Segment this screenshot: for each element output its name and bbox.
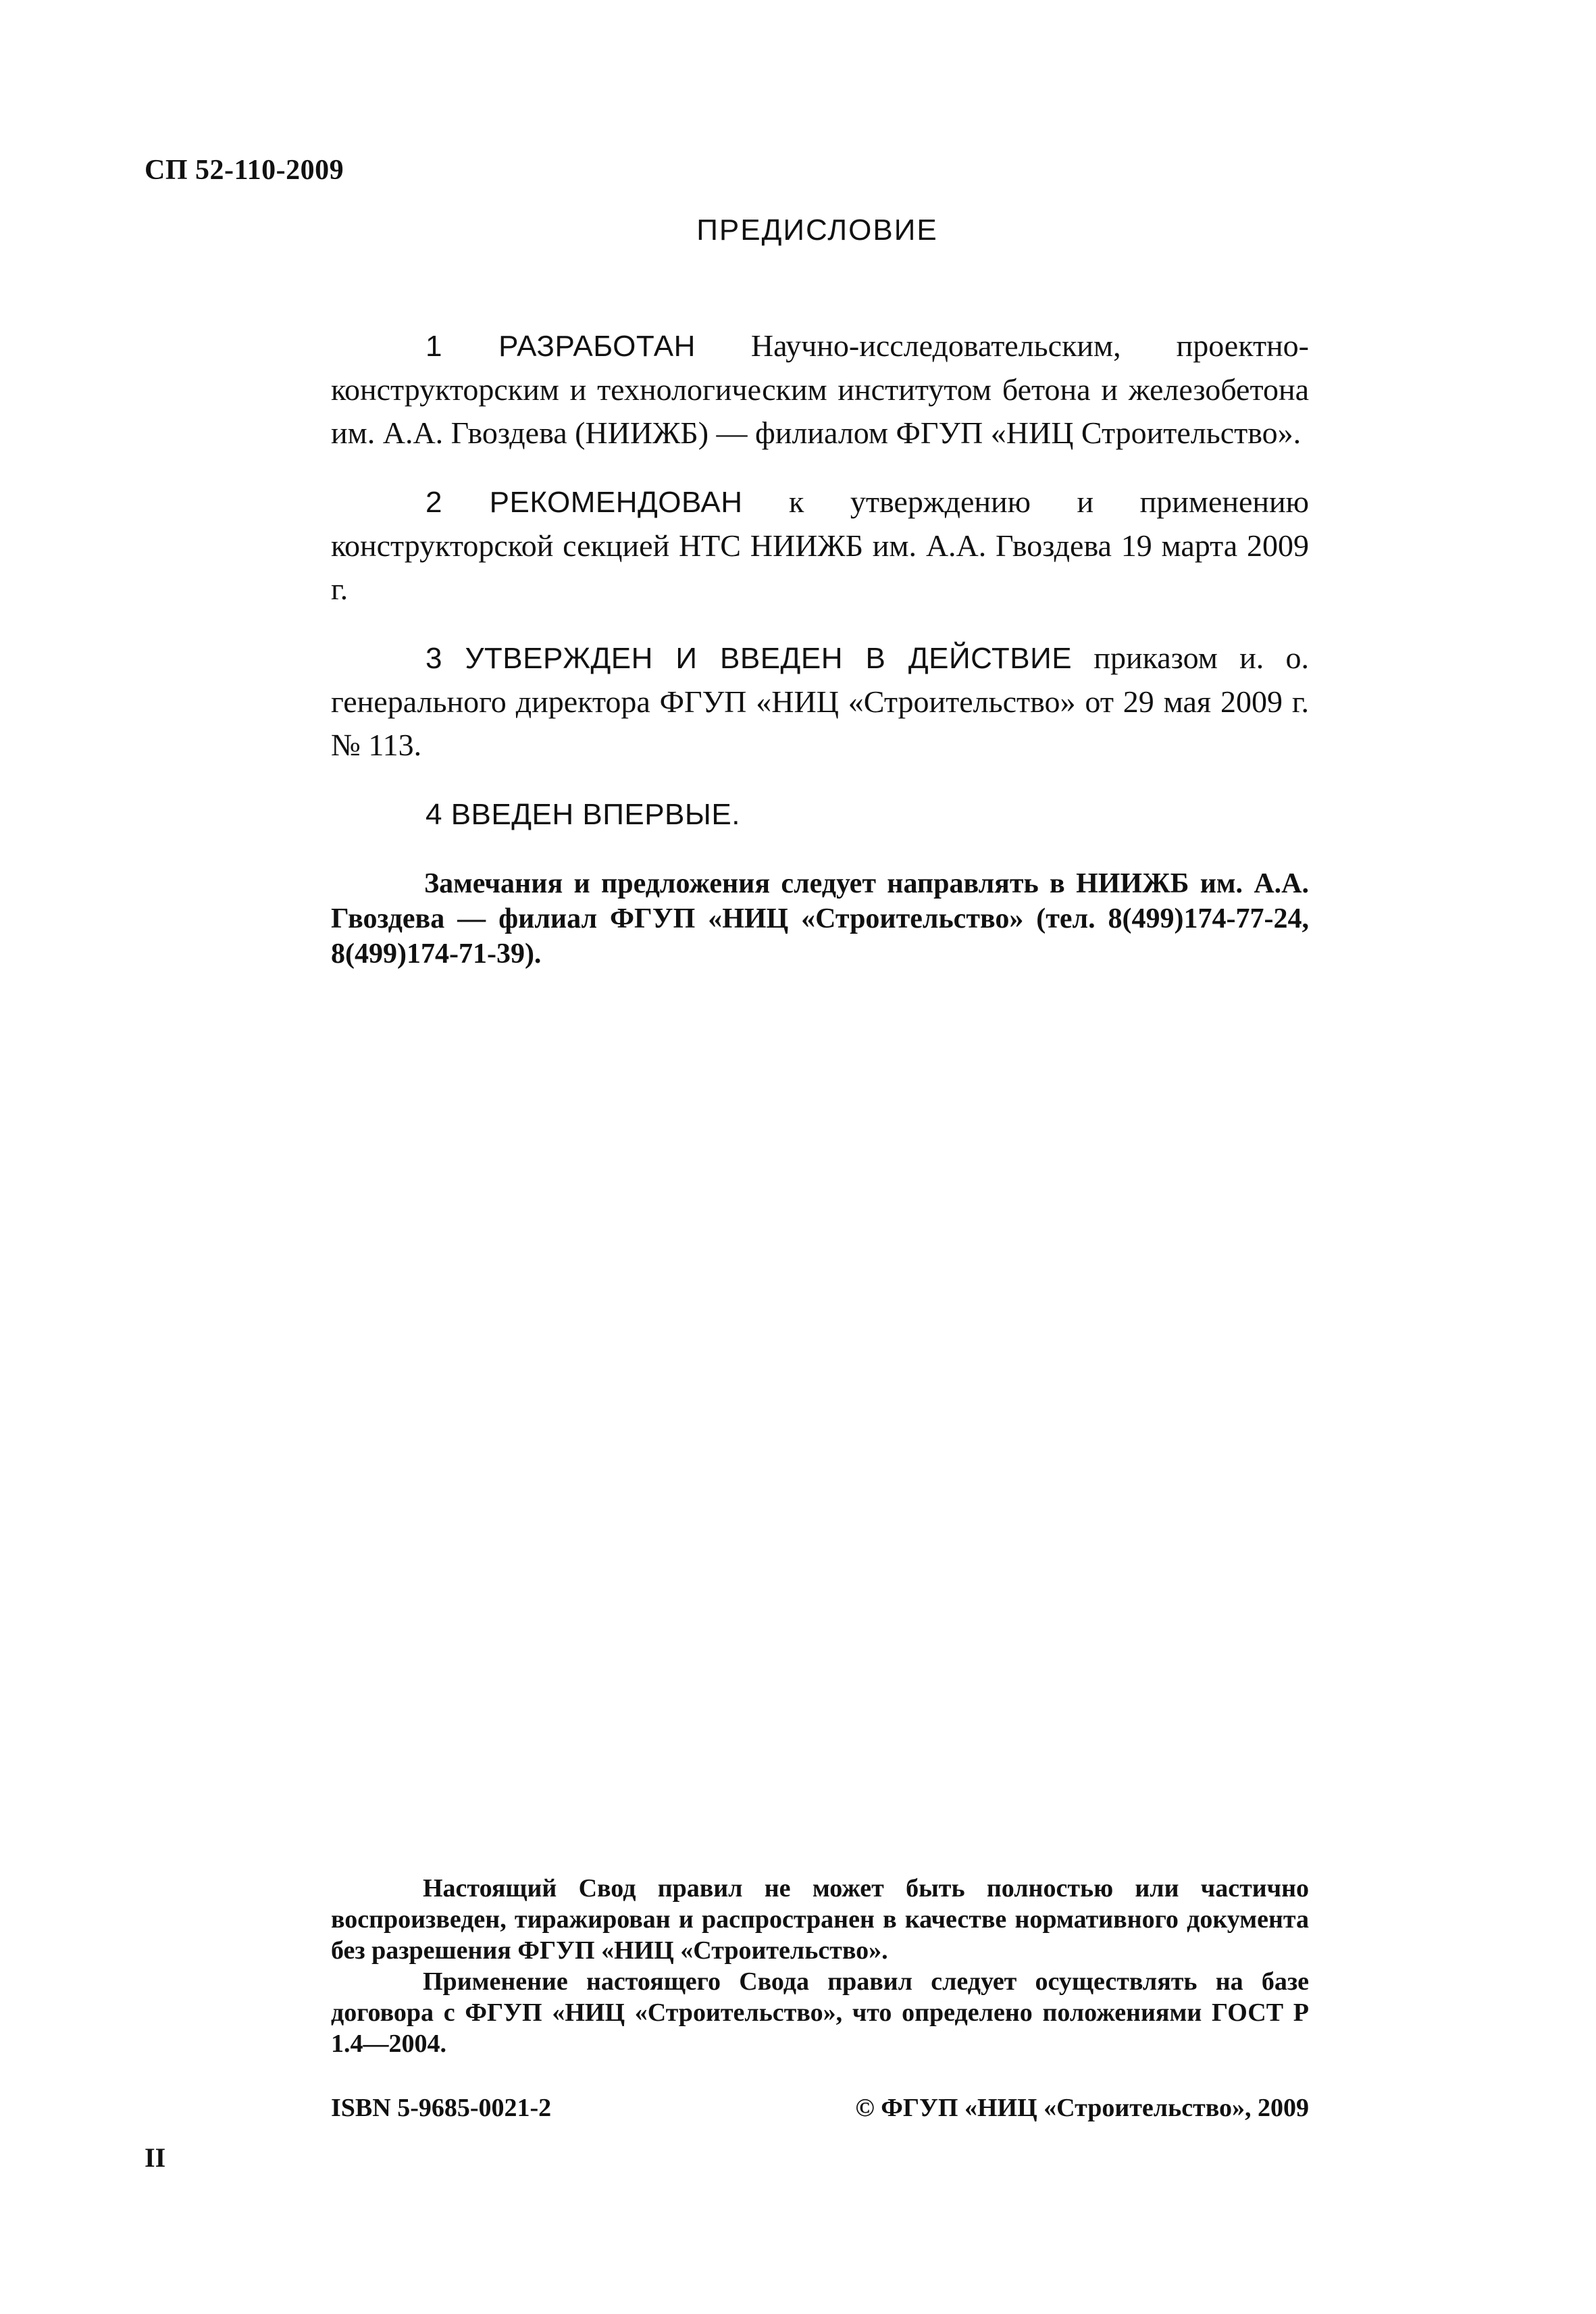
copyright-notice-paragraph: Применение настоящего Свода правил следует осуществлять на базе договора с ФГУП «НИЦ «Строительство», что определено положениями ГОСТ Р 1.4—2004.: [331, 1967, 1309, 2058]
isbn: ISBN 5-9685-0021-2: [331, 2094, 552, 2122]
preface-item-lead: 4 ВВЕДЕН ВПЕРВЫЕ.: [426, 798, 740, 831]
preface-item-first-introduced: [331, 793, 1309, 836]
copyright-notice-paragraph: Настоящий Свод правил не может быть полностью или частично воспроизведен, тиражирован и распространен в качестве нормативного документа без разрешения ФГУП «НИЦ «Строительство».: [331, 1874, 1309, 1965]
preface-heading: ПРЕДИСЛОВИЕ: [696, 213, 938, 247]
preface-item-text: к утверждению и применению конструкторской секцией НТС НИИЖБ им. А.А. Гвоздева 19 марта 2009 г.: [331, 484, 1309, 606]
preface-item-lead: 2 РЕКОМЕНДОВАН: [426, 486, 743, 519]
preface-item-text: приказом и. о. генерального директора ФГУП «НИЦ «Строительство» от 29 мая 2009 г. № 113.: [331, 640, 1309, 762]
preface-item-recommended: [331, 480, 1309, 611]
preface-item-approved: [331, 636, 1309, 767]
remarks-paragraph: Замечания и предложения следует направлять в НИИЖБ им. А.А. Гвоздева — филиал ФГУП «НИЦ «Строительство» (тел. 8(499)174-77-24, 8(499)174-71-39).: [331, 868, 1309, 970]
preface-body: [331, 324, 1309, 862]
preface-item-lead: 1 РАЗРАБОТАН: [426, 330, 696, 363]
preface-item-text: Научно-исследовательским, проектно-конструкторским и технологическим институтом бетона и железобетона им. А.А. Гвоздева (НИИЖБ) — филиалом ФГУП «НИЦ Строительство».: [331, 328, 1309, 450]
copyright-notice: [331, 1873, 1309, 2059]
document-code: СП 52-110-2009: [145, 155, 344, 186]
copyright-line: © ФГУП «НИЦ «Строительство», 2009: [855, 2094, 1309, 2122]
preface-item-developed: [331, 324, 1309, 455]
preface-item-lead: 3 УТВЕРЖДЕН И ВВЕДЕН В ДЕЙСТВИЕ: [426, 642, 1073, 675]
page-number: II: [145, 2142, 166, 2173]
